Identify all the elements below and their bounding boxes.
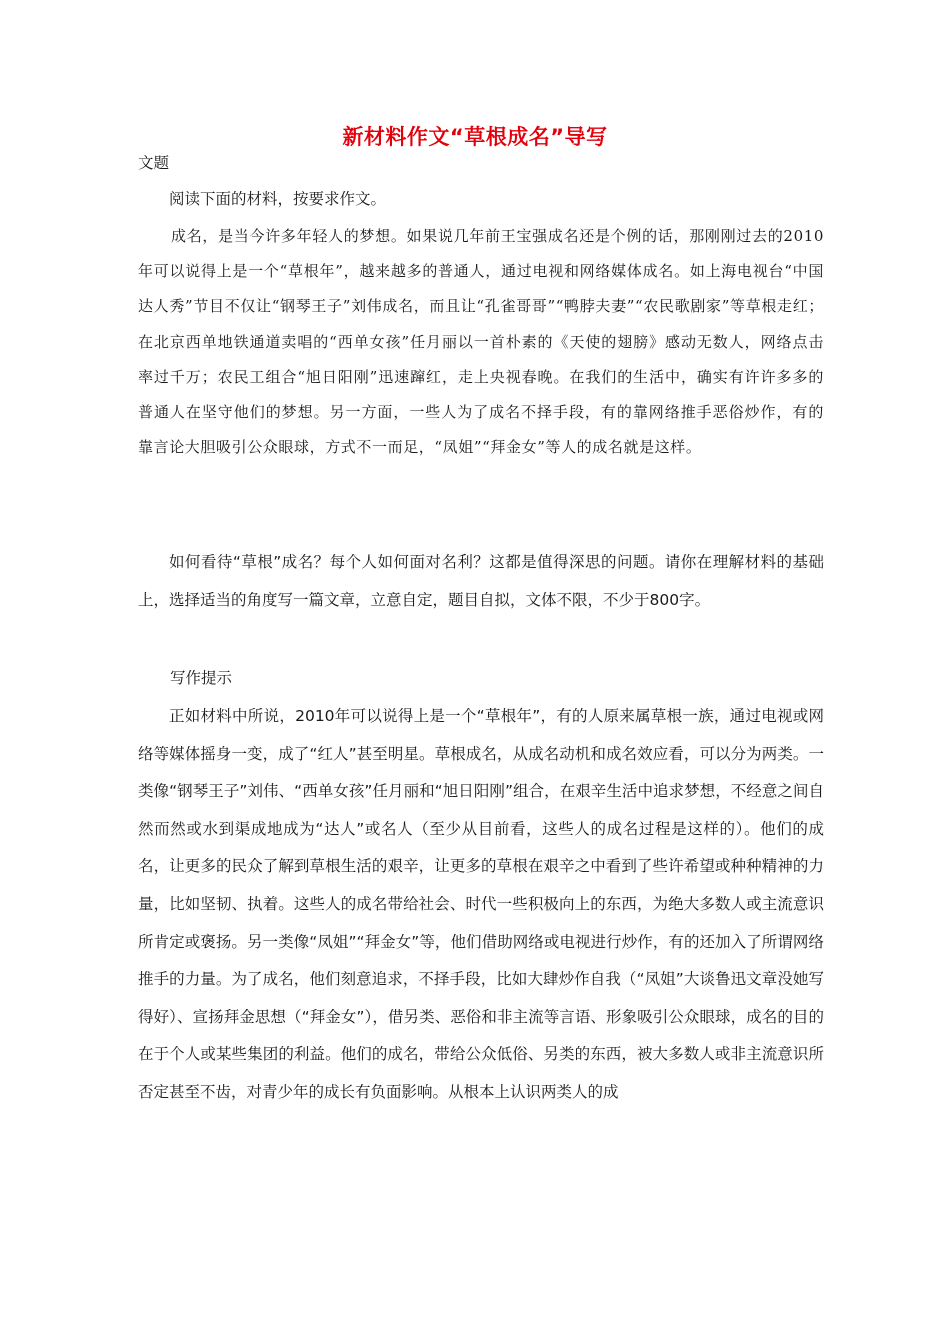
tips-paragraph: 正如材料中所说，2010年可以说得上是一个“草根年”，有的人原来属草根一族，通过电视或网络等媒体摇身一变，成了“红人”甚至明星。草根成名，从成名动机和成名效应看，可以分为两类。一类像“钢琴王子”刘伟、“西单女孩”任月丽和“旭日阳刚”组合，在艰辛生活中追求梦想，不经意之间自然而然或水到渠成地成为“达人”或名人（至少从目前看，这些人的成名过程是这样的）。他们的成名，让更多的民众了解到草根生活的艰辛，让更多的草根在艰辛之中看到了些许希望或种种精神的力量，比如坚韧、执着。这些人的成名带给社会、时代一些积极向上的东西，为绝大多数人或主流意识所肯定或褒扬。另一类像“凤姐”“拜金女”等，他们借助网络或电视进行炒作，有的还加入了所谓网络推手的力量。为了成名，他们刻意追求，不择手段，比如大肆炒作自我（“凤姐”大谈鲁迅文章没她写得好）、宣扬拜金思想（“拜金女”），借另类、恶俗和非主流等言语、形象吸引公众眼球，成名的目的在于个人或某些集团的利益。他们的成名，带给公众低俗、另类的东西，被大多数人或非主流意识所否定甚至不齿，对青少年的成长有负面影响。从根本上认识两类人的成 [138, 707, 824, 1101]
document-title: 新材料作文“草根成名”导写 [342, 125, 608, 149]
tips-heading: 写作提示 [170, 669, 233, 687]
instruction-paragraph: 阅读下面的材料，按要求作文。 [169, 190, 387, 208]
task-paragraph: 如何看待“草根”成名？每个人如何面对名利？这都是值得深思的问题。请你在理解材料的基础上，选择适当的角度写一篇文章，立意自定，题目自拟，文体不限，不少于800字。 [138, 553, 824, 609]
material-paragraph: 成名，是当今许多年轻人的梦想。如果说几年前王宝强成名还是个例的话，那刚刚过去的2010年可以说得上是一个“草根年”，越来越多的普通人，通过电视和网络媒体成名。如上海电视台“中国达人秀”节目不仅让“钢琴王子”刘伟成名，而且让“孔雀哥哥”“鸭脖夫妻”“农民歌剧家”等草根走红；在北京西单地铁通道卖唱的“西单女孩”任月丽以一首朴素的《天使的翅膀》感动无数人，网络点击率过千万；农民工组合“旭日阳刚”迅速蹿红，走上央视春晚。在我们的生活中，确实有许许多多的普通人在坚守他们的梦想。另一方面，一些人为了成名不择手段，有的靠网络推手恶俗炒作，有的靠言论大胆吸引公众眼球，方式不一而足，“凤姐”“拜金女”等人的成名就是这样。 [138, 227, 824, 457]
section-label: 文题 [138, 154, 170, 172]
